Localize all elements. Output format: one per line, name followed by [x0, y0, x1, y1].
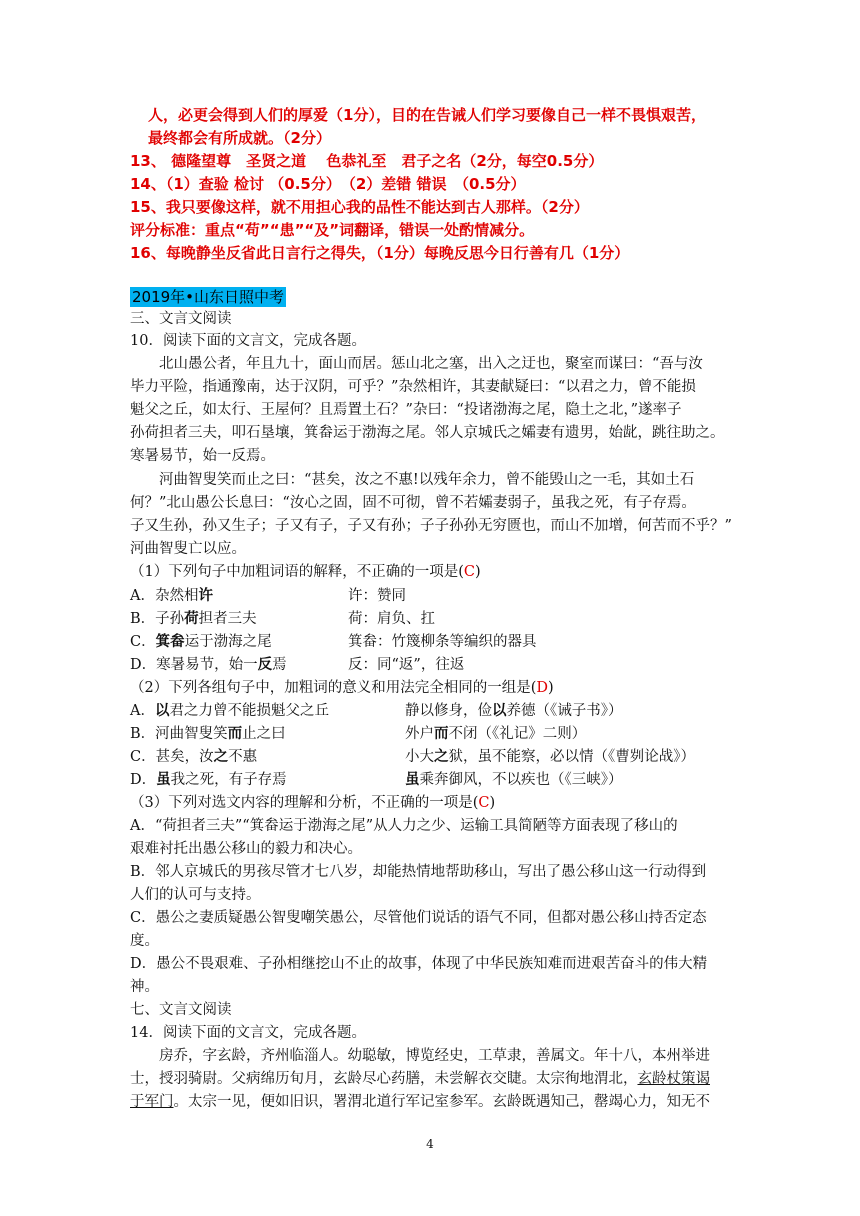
option-text: 乘奔御风，不以疾也（《三峡》） [419, 772, 623, 788]
sub1-option-d-gloss: 反：同“返”，往返 [348, 657, 465, 673]
option-text: B．河曲智叟笑 [130, 726, 228, 742]
option-text: 小大 [405, 749, 434, 765]
passage1-line: 寒暑易节，始一反焉。 [130, 448, 275, 464]
passage3-line: 房乔，字玄龄，齐州临淄人。幼聪敏，博览经史，工草隶，善属文。年十八，本州举进 [159, 1048, 710, 1064]
option-text: C． [130, 634, 156, 650]
bold-word: 以 [154, 702, 170, 719]
bold-word: 之 [434, 748, 449, 765]
sub3-line: 人们的认可与支持。 [130, 887, 261, 903]
bold-word: 之 [213, 748, 229, 765]
sub3-line: C．愚公之妻质疑愚公智叟嘲笑愚公，尽管他们说话的语气不同，但都对愚公移山持否定态 [130, 910, 707, 926]
subquestion-2 [130, 678, 554, 698]
subquestion-1-text: （1）下列句子中加粗词语的解释，不正确的一项是( [130, 564, 464, 580]
section-heading-3: 三、文言文阅读 [130, 311, 232, 327]
subquestion-2-close: ) [548, 680, 554, 696]
answer-q15: 15、我只要像这样，就不用担心我的品性不能达到古人那样。（2分） [130, 198, 589, 216]
sub3-line: 艰难衬托出愚公移山的毅力和决心。 [130, 841, 362, 857]
subquestion-2-answer: D [536, 680, 549, 696]
sub2-option-d [130, 770, 287, 790]
subquestion-3-answer: C [478, 795, 490, 811]
passage2-line: 河曲智叟亡以应。 [130, 541, 246, 557]
answer-line-2: 最终都会有所成就。（2分） [148, 129, 331, 147]
sub3-line: D．愚公不畏艰难、子孙相继挖山不止的故事，体现了中华民族知难而进艰苦奋斗的伟大精 [130, 956, 708, 972]
section-heading-7: 七、文言文阅读 [130, 1002, 232, 1018]
answer-q16: 16、每晚静坐反省此日言行之得失，（1分）每晚反思今日行善有几（1分） [130, 244, 630, 262]
subquestion-1-answer: C [463, 564, 475, 580]
subquestion-2-text: （2）下列各组句子中，加粗词的意义和用法完全相同的一组是( [130, 680, 537, 696]
option-text: D．寒暑易节，始一 [130, 657, 258, 673]
sub3-line: A．“荷担者三夫”“箕畚运于渤海之尾”从人力之少、运输工具简陋等方面表现了移山的 [130, 818, 678, 834]
passage2-line: 何？”北山愚公长息曰：“汝心之固，固不可彻，曾不若孀妻弱子，虽我之死，有子存焉。 [130, 495, 696, 511]
bold-word: 虽 [405, 771, 420, 788]
option-text: A． [130, 703, 155, 719]
passage-text: 。太宗一见，便如旧识，署渭北道行军记室参军。玄龄既遇知己，罄竭心力，知无不 [173, 1094, 710, 1110]
sub1-option-b [130, 609, 257, 629]
question-10-intro: 10．阅读下面的文言文，完成各题。 [130, 333, 366, 349]
sub1-option-d [130, 655, 287, 675]
sub3-line: 度。 [130, 933, 159, 949]
sub3-line: B．邻人京城氏的男孩尽管才七八岁，却能热情地帮助移山，写出了愚公移山这一行动得到 [130, 864, 707, 880]
page-number: 4 [426, 1137, 434, 1151]
option-text: 止之曰 [242, 726, 286, 742]
exam-banner: 2019年•山东日照中考 [132, 288, 285, 306]
bold-word: 以 [492, 702, 507, 719]
option-text: 担者三夫 [198, 611, 257, 627]
bold-word: 而 [227, 725, 243, 742]
passage2-line: 子又生孙，孙又生子；子又有子，子又有孙；子子孙孙无穷匮也，而山不加增，何苦而不乎？” [130, 518, 732, 534]
subquestion-1-close: ) [475, 564, 481, 580]
subquestion-1 [130, 562, 481, 582]
answer-grading: 评分标准：重点“苟”“患”“及”词翻译，错误一处酌情减分。 [130, 221, 535, 239]
sub1-option-a [130, 586, 213, 606]
option-text: C．甚矣，汝 [130, 749, 214, 765]
option-text: 狱，虽不能察，必以情（《曹刿论战》） [448, 749, 695, 765]
sub1-option-b-gloss: 荷：肩负、扛 [348, 611, 435, 627]
passage1-line: 孙荷担者三夫，叩石垦壤，箕畚运于渤海之尾。邻人京城氏之孀妻有遗男，始龀，跳往助之。 [130, 425, 725, 441]
sub3-line: 神。 [130, 979, 159, 995]
sub2-option-a [130, 701, 329, 721]
answer-line-1: 人，必更会得到人们的厚爱（1分），目的在告诫人们学习要像自己一样不畏惧艰苦， [148, 106, 706, 124]
subquestion-3-close: ) [489, 795, 496, 811]
sub1-option-c-gloss: 箕畚：竹篾柳条等编织的器具 [348, 634, 537, 650]
sub2-option-c [130, 747, 257, 767]
option-text: D． [130, 772, 157, 788]
passage1-line: 毕力平险，指通豫南，达于汉阴，可乎？”杂然相许，其妻献疑曰：“以君之力，曾不能损 [130, 379, 696, 395]
sub2-option-b [130, 724, 286, 744]
subquestion-3 [130, 793, 495, 813]
bold-word: 反 [257, 656, 273, 673]
bold-word: 许 [198, 587, 213, 604]
answer-q13: 13、 德隆望尊 圣贤之道 色恭礼至 君子之名（2分，每空0.5分） [130, 152, 604, 170]
sub2-option-d-compare [405, 770, 623, 790]
passage1-line: 魁父之丘，如太行、王屋何？且焉置土石？”杂曰：“投诸渤海之尾，隐土之北，”遂率子 [130, 402, 682, 418]
subquestion-3-text: （3）下列对选文内容的理解和分析，不正确的一项是( [130, 795, 479, 811]
option-text: A．杂然相 [130, 588, 199, 604]
underlined-sentence: 于军门 [130, 1094, 174, 1110]
option-text: 静以修身，俭 [405, 703, 492, 719]
underlined-sentence: 玄龄杖策谒 [637, 1071, 710, 1087]
bold-word: 而 [434, 725, 449, 742]
option-text: 运于渤海之尾 [184, 634, 272, 650]
passage-text: 士，授羽骑尉。父病绵历旬月，玄龄尽心药膳，未尝解衣交睫。太宗徇地渭北， [130, 1071, 638, 1087]
passage3-line [130, 1069, 710, 1089]
passage3-line [130, 1092, 710, 1112]
sub1-option-a-gloss: 许：赞同 [348, 588, 406, 604]
sub2-option-c-compare [405, 747, 695, 767]
passage2-line: 河曲智叟笑而止之曰：“甚矣，汝之不惠!以残年余力，曾不能毁山之一毛，其如土石 [159, 472, 695, 488]
option-text: 外户 [405, 726, 434, 742]
option-text: 君之力曾不能损魁父之丘 [169, 703, 329, 719]
sub2-option-b-compare [405, 724, 586, 744]
option-text: B．子孙 [130, 611, 185, 627]
option-text: 不闭（《礼记》二则） [448, 726, 587, 742]
sub2-option-a-compare [405, 701, 623, 721]
option-text: 不惠 [228, 749, 258, 765]
option-text: 养德（《诫子书》） [506, 703, 623, 719]
option-text: 我之死，有子存焉 [170, 772, 287, 788]
passage1-line: 北山愚公者，年且九十，面山而居。惩山北之塞，出入之迂也，聚室而谋曰：“吾与汝 [159, 356, 703, 372]
bold-word: 虽 [156, 771, 171, 788]
option-text: 焉 [272, 657, 287, 673]
bold-word: 箕畚 [155, 633, 185, 650]
question-14-intro: 14．阅读下面的文言文，完成各题。 [130, 1025, 366, 1041]
answer-q14: 14、（1）查验 检讨 （0.5分） （2）差错 错误 （0.5分） [130, 175, 526, 193]
sub1-option-c [130, 632, 272, 652]
bold-word: 荷 [184, 610, 199, 627]
